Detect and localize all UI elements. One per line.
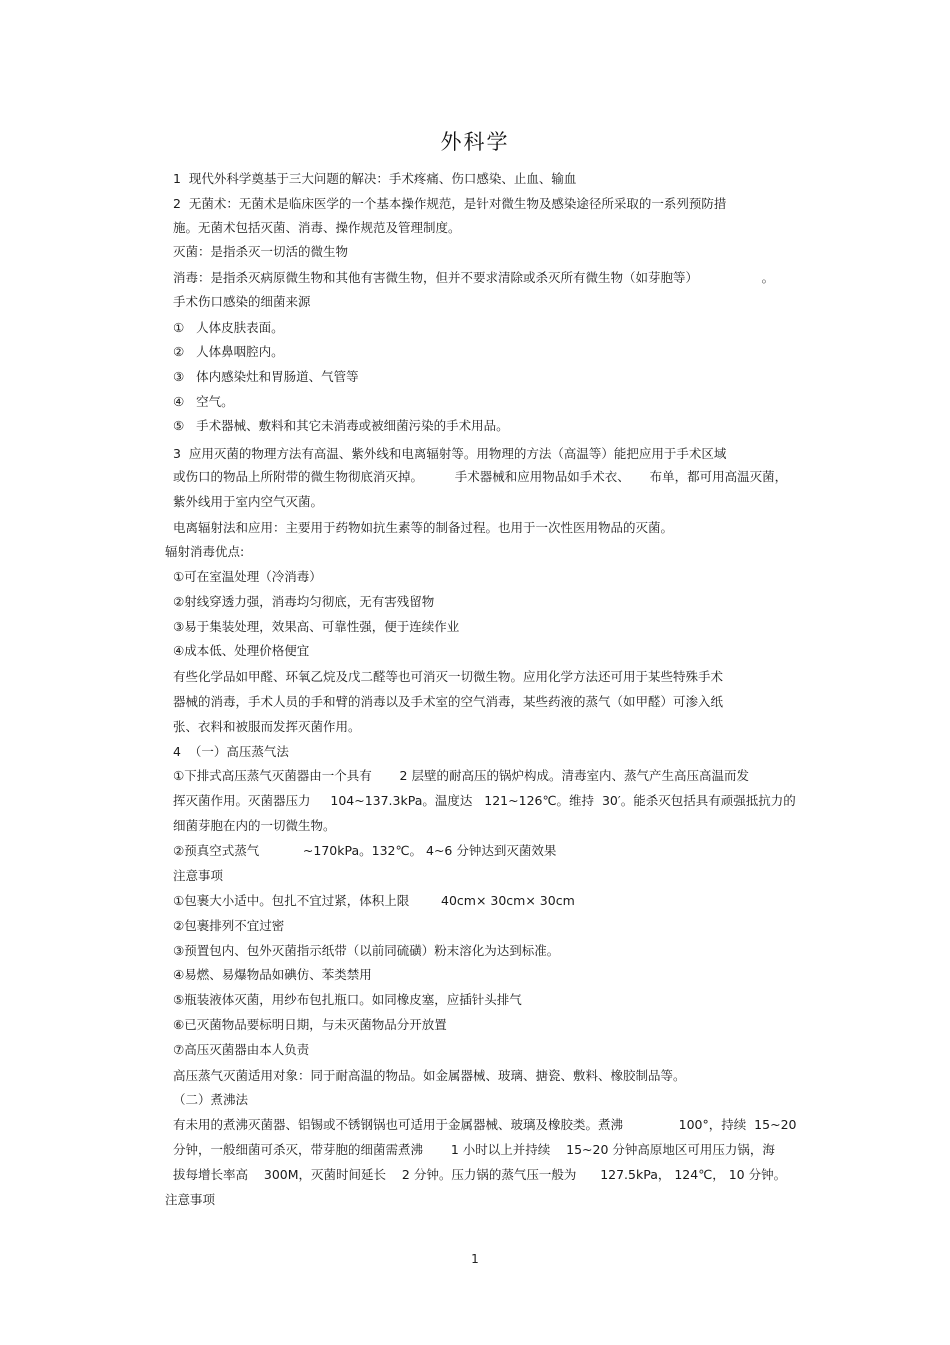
list-item: ②预真空式蒸气 ~170kPa。132℃。 4~6 分钟达到灭菌效果 (173, 843, 557, 858)
text-line: 紫外线用于室内空气灭菌。 (173, 494, 324, 509)
text-line: 有些化学品如甲醛、环氧乙烷及戊二醛等也可消灭一切微生物。应用化学方法还可用于某些特殊手术 (173, 669, 724, 684)
list-item: ④易燃、易爆物品如碘仿、苯类禁用 (173, 967, 372, 982)
document-title: 外科学 (440, 130, 510, 154)
list-item: ②包裹排列不宜过密 (173, 918, 285, 933)
text-line: 张、衣料和被服而发挥灭菌作用。 (173, 719, 361, 734)
list-item: ④ 空气。 (173, 394, 234, 409)
section-heading: 注意事项 (173, 868, 224, 883)
list-item: ⑤瓶装液体灭菌，用纱布包扎瓶口。如同橡皮塞，应插针头排气 (173, 992, 522, 1007)
list-item: ① 人体皮肤表面。 (173, 320, 284, 335)
text-line: 细菌芽胞在内的一切微生物。 (173, 818, 336, 833)
section-heading: 辐射消毒优点: (165, 544, 245, 559)
list-item: ⑦高压灭菌器由本人负责 (173, 1042, 310, 1057)
text-line: 1 现代外科学奠基于三大问题的解决：手术疼痛、伤口感染、止血、输血 (173, 171, 577, 186)
text-line: 电离辐射法和应用：主要用于药物如抗生素等的制备过程。也用于一次性医用物品的灭菌。 (173, 520, 674, 535)
section-heading: 4 （一）高压蒸气法 (173, 744, 289, 759)
text-line: 有未用的煮沸灭菌器、铝锡或不锈钢锅也可适用于金属器械、玻璃及橡胶类。煮沸 100°，持续 15~20 (173, 1117, 797, 1132)
list-item: ③易于集装处理，效果高、可靠性强，便于连续作业 (173, 619, 460, 634)
text-line: 高压蒸气灭菌适用对象：同于耐高温的物品。如金属器械、玻璃、搪瓷、敷料、橡胶制品等。 (173, 1068, 686, 1083)
text-line: 施。无菌术包括灭菌、消毒、操作规范及管理制度。 (173, 220, 461, 235)
text-line: 2 无菌术：无菌术是临床医学的一个基本操作规范，是针对微生物及感染途径所采取的一系列预防措 (173, 196, 727, 211)
text-line: 消毒：是指杀灭病原微生物和其他有害微生物，但并不要求清除或杀灭所有微生物（如芽胞等） 。 (173, 270, 775, 285)
section-heading: 注意事项 (165, 1192, 216, 1207)
text-line: 分钟，一般细菌可杀灭，带芽胞的细菌需煮沸 1 小时以上并持续 15~20 分钟高原地区可用压力锅，海 (173, 1142, 775, 1157)
list-item: ④成本低、处理价格便宜 (173, 643, 310, 658)
text-line: 3 应用灭菌的物理方法有高温、紫外线和电离辐射等。用物理的方法（高温等）能把应用于手术区域 (173, 446, 727, 461)
text-line: 拔每增长率高 300M，灭菌时间延长 2 分钟。压力锅的蒸气压一般为 127.5kPa， 124℃， 10 分钟。 (173, 1167, 787, 1182)
text-line: 挥灭菌作用。灭菌器压力 104~137.3kPa。温度达 121~126℃。维持 30′。能杀灭包括具有顽强抵抗力的 (173, 793, 796, 808)
list-item: ⑤ 手术器械、敷料和其它未消毒或被细菌污染的手术用品。 (173, 418, 509, 433)
text-line: 或伤口的物品上所附带的微生物彻底消灭掉。 手术器械和应用物品如手术衣、 布单，都可用高温灭菌， (173, 469, 788, 484)
list-item: ①可在室温处理（冷消毒） (173, 569, 322, 584)
list-item: ①包裹大小适中。包扎不宜过紧，体积上限 40cm× 30cm× 30cm (173, 893, 575, 908)
list-item: ⑥已灭菌物品要标明日期，与未灭菌物品分开放置 (173, 1017, 447, 1032)
list-item: ①下排式高压蒸气灭菌器由一个具有 2 层壁的耐高压的锅炉构成。清毒室内、蒸气产生高压高温而发 (173, 768, 749, 783)
page-number: 1 (471, 1252, 479, 1266)
list-item: ③ 体内感染灶和胃肠道、气管等 (173, 369, 359, 384)
list-item: ②射线穿透力强，消毒均匀彻底，无有害残留物 (173, 594, 435, 609)
text-line: 器械的消毒，手术人员的手和臂的消毒以及手术室的空气消毒，某些药液的蒸气（如甲醛）可渗入纸 (173, 694, 724, 709)
text-line: 手术伤口感染的细菌来源 (173, 294, 311, 309)
text-line: 灭菌：是指杀灭一切活的微生物 (173, 244, 349, 259)
section-heading: （二）煮沸法 (173, 1092, 249, 1107)
list-item: ② 人体鼻咽腔内。 (173, 344, 284, 359)
list-item: ③预置包内、包外灭菌指示纸带（以前同硫磺）粉末溶化为达到标准。 (173, 943, 560, 958)
